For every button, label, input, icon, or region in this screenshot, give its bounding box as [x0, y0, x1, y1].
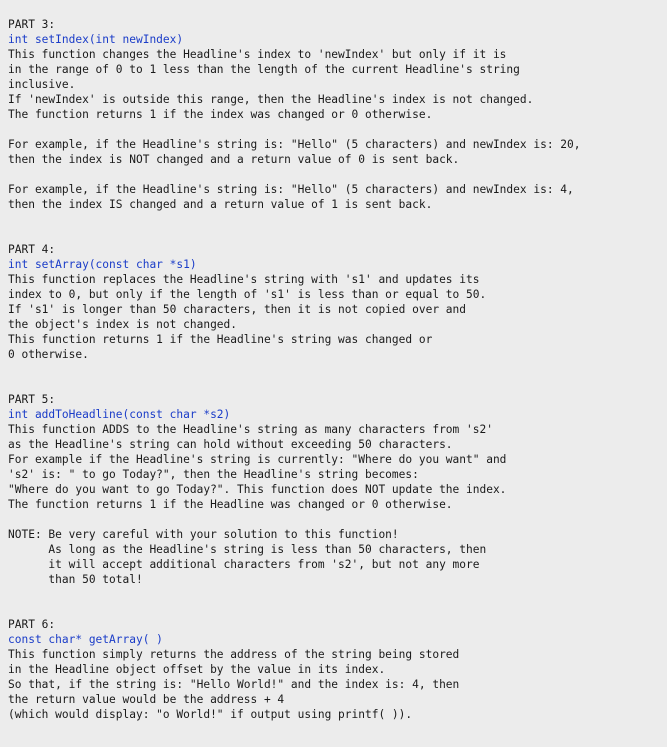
part5-line: 's2' is: " to go Today?", then the Headline's string becomes: — [8, 468, 419, 481]
part4-line: This function returns 1 if the Headline's string was changed or — [8, 333, 433, 346]
part4-signature: int setArray(const char *s1) — [8, 258, 197, 271]
part3-line: then the index is NOT changed and a return value of 0 is sent back. — [8, 153, 460, 166]
part6-line: So that, if the string is: "Hello World!" and the index is: 4, then — [8, 678, 460, 691]
part4-line: This function replaces the Headline's string with 's1' and updates its — [8, 273, 480, 286]
part3-heading: PART 3: — [8, 18, 56, 31]
part3-line: If 'newIndex' is outside this range, then the Headline's index is not changed. — [8, 93, 534, 106]
part4-line: the object's index is not changed. — [8, 318, 238, 331]
blank-line — [8, 227, 667, 242]
part3-line: For example, if the Headline's string is: "Hello" (5 characters) and newIndex is: 20, — [8, 138, 581, 151]
blank-line — [8, 212, 667, 227]
part4-line: 0 otherwise. — [8, 348, 89, 361]
part3-signature: int setIndex(int newIndex) — [8, 33, 184, 46]
part3-line: For example, if the Headline's string is: "Hello" (5 characters) and newIndex is: 4, — [8, 183, 574, 196]
blank-line — [8, 587, 667, 602]
part3-line — [8, 122, 667, 137]
blank-line — [8, 602, 667, 617]
part5-line: as the Headline's string can hold without exceeding 50 characters. — [8, 438, 453, 451]
part5-note-line: NOTE: Be very careful with your solution to this function! — [8, 528, 399, 541]
part5-signature: int addToHeadline(const char *s2) — [8, 408, 231, 421]
part4-line: If 's1' is longer than 50 characters, then it is not copied over and — [8, 303, 467, 316]
part4-heading: PART 4: — [8, 243, 56, 256]
part6-line: the return value would be the address + 4 — [8, 693, 285, 706]
part5-note-line: it will accept additional characters from 's2', but not any more — [8, 558, 480, 571]
part5-line — [8, 512, 667, 527]
blank-line — [8, 377, 667, 392]
part3-line — [8, 167, 667, 182]
part5-line: For example if the Headline's string is currently: "Where do you want" and — [8, 453, 507, 466]
part5-note-line: As long as the Headline's string is less than 50 characters, then — [8, 543, 487, 556]
part3-line: in the range of 0 to 1 less than the length of the current Headline's string — [8, 63, 520, 76]
part6-line: in the Headline object offset by the value in its index. — [8, 663, 386, 676]
part5-note-line: than 50 total! — [8, 573, 143, 586]
part3-line: then the index IS changed and a return value of 1 is sent back. — [8, 198, 433, 211]
part3-line: inclusive. — [8, 78, 76, 91]
part6-heading: PART 6: — [8, 618, 56, 631]
part5-line: "Where do you want to go Today?". This function does NOT update the index. — [8, 483, 507, 496]
part5-line: The function returns 1 if the Headline was changed or 0 otherwise. — [8, 498, 453, 511]
part6-line: This function simply returns the address of the string being stored — [8, 648, 460, 661]
part5-heading: PART 5: — [8, 393, 56, 406]
part3-line: The function returns 1 if the index was changed or 0 otherwise. — [8, 108, 433, 121]
part6-line: (which would display: "o World!" if output using printf( )). — [8, 708, 413, 721]
part4-line: index to 0, but only if the length of 's1' is less than or equal to 50. — [8, 288, 487, 301]
part5-line: This function ADDS to the Headline's string as many characters from 's2' — [8, 423, 493, 436]
blank-line — [8, 362, 667, 377]
part3-line: This function changes the Headline's index to 'newIndex' but only if it is — [8, 48, 507, 61]
part6-signature: const char* getArray( ) — [8, 633, 163, 646]
